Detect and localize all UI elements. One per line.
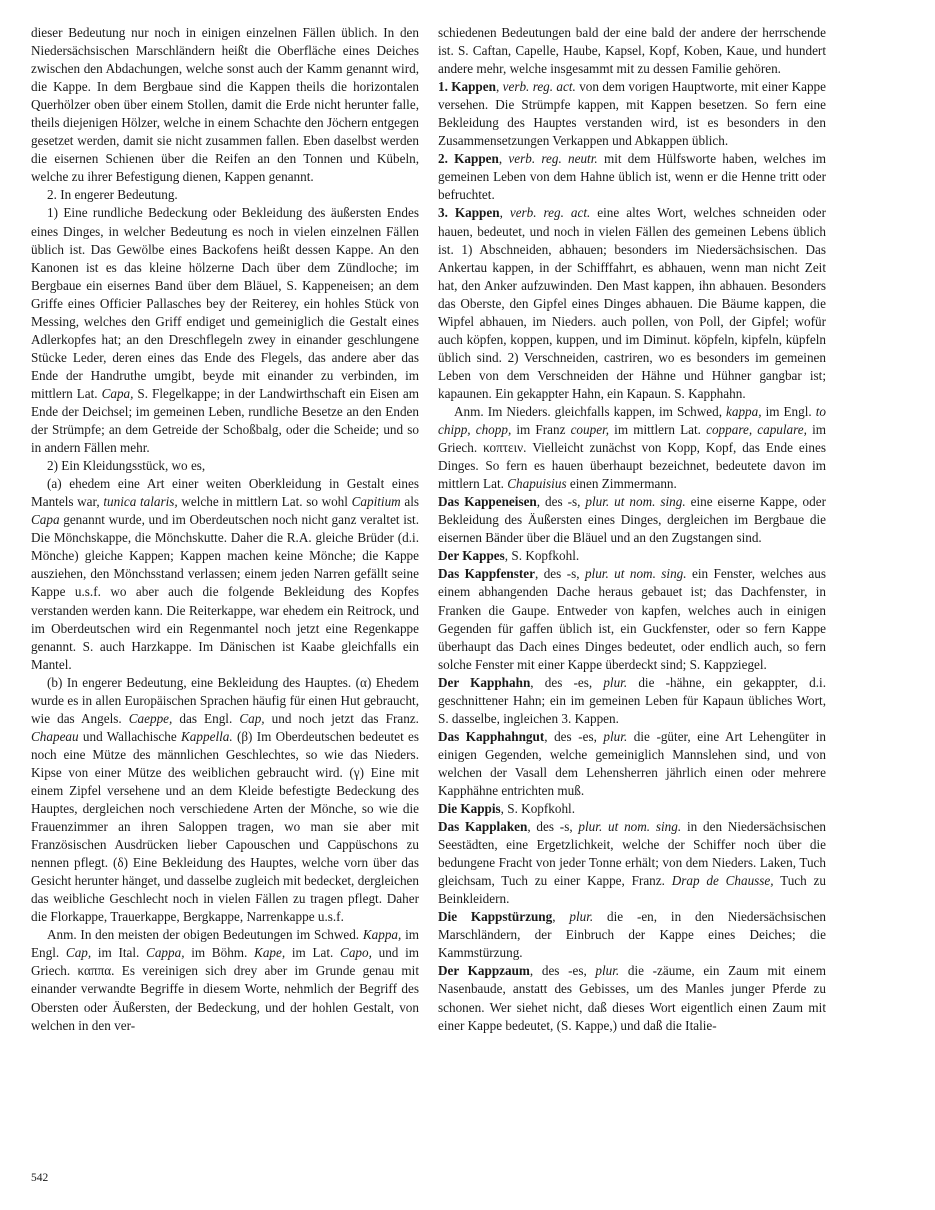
headword: Das Kapplaken bbox=[438, 819, 528, 835]
headword: Der Kappes bbox=[438, 548, 505, 564]
headword: 3. Kappen bbox=[438, 205, 500, 221]
paragraph: (a) ehedem eine Art einer weiten Oberkleidung in Gestalt eines Mantels war, tunica talaris, welche in mittlern Lat. so wohl Capitium als Capa genannt wurde, und im Oberdeutschen noch nicht ganz veraltet ist. Die Mönchskappe, die Mönchskutte. Daher die R.A. gleiche Brüder (d.i. Mönche) gleiche Kappen; Kappen machen keine Mönche; die Kappe ausziehen, den Mönchsstand verlassen; einem jeden Narren gefällt seine Kappe u.s.f. wo aber auch die folgende Bekleidung des Kopfes verstanden werden kann. Die Reiterkappe, war ehedem ein Reitrock, und im Oberdeutschen wird ein Regenmantel noch jetzt eine Regenkappe genannt. S. auch Harzkappe. Im Dänischen ist Kaabe gleichfalls ein Mantel. bbox=[31, 476, 420, 672]
page-number: 542 bbox=[31, 1172, 49, 1184]
dictionary-entry: Der Kappes, S. Kopfkohl. bbox=[438, 548, 580, 564]
paragraph: (b) In engerer Bedeutung, eine Bekleidung des Hauptes. (α) Ehedem wurde es in allen Europäischen Sprachen häufig für einen Hut gebraucht, wie das Angels. Caeppe, das Engl. Cap, und noch jetzt das Franz. Chapeau und Wallachische Kappella. (β) Im Oberdeutschen bedeutet es noch eine Mütze des männlichen Geschlechtes, so wie das Nieders. Kipse von einer Mütze des weiblichen gebraucht wird. (γ) Eine mit einem Zipfel versehene und an dem Kleide befestigte Bedeckung des Hauptes, dergleichen noch verschiedene Arten der Mönche, so wie die Frauenzimmer an ihren Saloppen tragen, wo man sie aber mit Französischen Ausdrücken lieber Capouschen und Cappüschons zu nennen pflegt. (δ) Eine Bekleidung des Hauptes, welche vorn über das Gesicht herunter hänget, und dasselbe zugleich mit bedecket, dergleichen das weibliche Geschlecht noch in vielen Fällen zu tragen pflegt. Daher die Florkappe, Trauerkappe, Bergkappe, Narrenkappe u.s.f. bbox=[31, 674, 420, 925]
right-column bbox=[438, 24, 826, 1035]
paragraph: 1) Eine rundliche Bedeckung oder Bekleidung des äußersten Endes eines Dinges, in welcher Bedeutung es noch in vielen einzelnen Fällen üblich ist. Das Gewölbe eines Backofens heißt dessen Kappe. An den Kanonen ist es das kleine hölzerne Dach über dem Zündloche; im Bergbaue ein eisernes Band über dem Bläuel, S. Kappeneisen; an dem Griffe eines Officier Pallasches bey der Reiterey, ein hohles Stück von Messing, welches den Griff endiget und gemeiniglich die Gestalt eines Adlerkopfes hat; an den Dreschflegeln zwey in einander geschlungene Stücke Leder, deren eines das Ende des Flegels, das andere aber das Ende der Handruthe umgibt, beyde mit einander zu verbinden, im mittlern Lat. Capa, S. Flegelkappe; in der Landwirthschaft ein Eisen am Ende der Deichsel; im gemeinen Leben, rundliche Besetze an den Enden der Strümpfe; an dem Getreide der Schoßbalg, oder die Scheide; und so in andern Fällen mehr. bbox=[31, 205, 419, 456]
paragraph: 2. In engerer Bedeutung. bbox=[47, 187, 178, 203]
headword: Die Kappis bbox=[438, 801, 501, 817]
left-column bbox=[31, 24, 419, 1035]
dictionary-entry: 3. Kappen, verb. reg. act. eine altes Wort, welches schneiden oder hauen, bedeutet, und noch in vielen Fällen des gemeinen Lebens üblich ist. 1) Abschneiden, abhauen; besonders im Niedersächsischen. Das Ankertau kappen, in der Schifffahrt, es abhauen, wenn man nicht Zeit hat, den Anker aufzuwinden. Den Mast kappen, ihn abhauen. Besonders das Oberste, den Gipfel eines Dinges abhauen. Die Bäume kappen, die Wipfel abhauen, im Nieders. auch pollen, von Poll, der Gipfel; wofür auch köpfen, koppen, kuppen, und im Diminut. köpfeln, kipfeln, küpfeln üblich sind. 2) Verschneiden, castriren, wo es besonders im gemeinen Leben von dem Verschneiden der Hähne und Hühner gangbar ist; kapaunen. Ein gekappter Hahn, ein Kapaun. S. Kapphahn. bbox=[438, 205, 826, 401]
headword: Die Kappstürzung bbox=[438, 909, 553, 925]
paragraph: schiedenen Bedeutungen bald der eine bald der andere der herrschende ist. S. Caftan, Capelle, Haube, Kapsel, Kopf, Koben, Kaue, und hundert andere mehr, welche insgesammt mit zu dessen Familie gehören. bbox=[438, 25, 826, 77]
dictionary-entry: Die Kappstürzung, plur. die -en, in den Niedersächsischen Marschländern, der Einbruch der Kappe eines Deiches; die Kammstürzung. bbox=[438, 909, 826, 961]
dictionary-entry: Der Kappzaum, des -es, plur. die -zäume, ein Zaum mit einem Nasenbaude, anstatt des Gebisses, um des Manles junger Pferde zu schonen. Wer siehet nicht, daß dieses Wort eigentlich einen Zaum mit einer Kappe bedeutet, (S. Kappe,) und daß die Italie- bbox=[438, 963, 826, 1033]
paragraph: 2) Ein Kleidungsstück, wo es, bbox=[47, 458, 206, 474]
headword: Das Kappfenster bbox=[438, 566, 535, 582]
headword: Der Kapphahn bbox=[438, 674, 531, 690]
dictionary-entry: Die Kappis, S. Kopfkohl. bbox=[438, 801, 576, 817]
dictionary-entry: Das Kapplaken, des -s, plur. ut nom. sing. in den Niedersächsischen Seestädten, eine Ergetzlichkeit, welche der Schiffer noch über die bedungene Fracht von jeder Tonne erhält; von dem Nieders. Laken, Tuch gleichsam, Tuch zu einer Kappe, Franz. Drap de Chausse, Tuch zu Beinkleidern. bbox=[438, 819, 826, 907]
headword: 1. Kappen bbox=[438, 79, 496, 95]
paragraph: Anm. In den meisten der obigen Bedeutungen im Schwed. Kappa, im Engl. Cap, im Ital. Cappa, im Böhm. Kape, im Lat. Capo, und im Griech. καππα. Es vereinigen sich drey aber im Grunde genau mit einander verwandte Begriffe in diesem Worte, nehmlich der Begriff des Obersten oder Äußersten, der Bedeckung, und der hohlen Gestalt, von welchen in den ver- bbox=[31, 927, 420, 1033]
dictionary-entry: Das Kapphahngut, des -es, plur. die -güter, eine Art Lehengüter in einigen Gegenden, welche gemeiniglich Mannslehen sind, und von welchen der Vasall dem Lehensherren jährlich einen oder mehrere Kapphähne entrichten muß. bbox=[438, 728, 826, 798]
dictionary-entry: 1. Kappen, verb. reg. act. von dem vorigen Hauptworte, mit einer Kappe versehen. Die Strümpfe kappen, mit Kappen besetzen. So fern eine Bekleidung des Hauptes verstanden wird, ist es besonders in den Zusammensetzungen Verkappen und Abkappen üblich. bbox=[438, 79, 826, 149]
dictionary-entry: 2. Kappen, verb. reg. neutr. mit dem Hülfsworte haben, welches im gemeinen Leben von dem Hahne üblich ist, wenn er die Henne tritt oder befruchtet. bbox=[438, 151, 826, 203]
paragraph: dieser Bedeutung nur noch in einigen einzelnen Fällen üblich. In den Niedersächsischen Marschländern heißt die Oberfläche eines Deiches zwischen den Abdachungen, welche sonst auch der Kamm genannt wird, die Kappe. In dem Bergbaue sind die Kappen theils die horizontalen Querhölzer oben über einem Stollen, damit die Erde nicht herunter falle, theils diejenigen Hölzer, welche in einem Schachte den Jöchern entgegen gesetzet werden, damit sie nicht zusammen fallen. Eben daselbst werden die eisernen Schienen über die Reifen an den Tonnen und Kübeln, welche zu ihrer Befestigung dienen, Kappen genannt. bbox=[31, 25, 419, 185]
headword: Das Kappeneisen bbox=[438, 494, 537, 510]
paragraph: Anm. Im Nieders. gleichfalls kappen, im Schwed, kappa, im Engl. to chipp, chopp, im Franz couper, im mittlern Lat. coppare, capulare, im Griech. κοπτειν. Vielleicht zunächst von Kopp, Kopf, das Ende eines Dinges. So fern es hauen überhaupt bezeichnet, bedeutete davon im mittlern Lat. Chapuisius einen Zimmermann. bbox=[438, 403, 827, 492]
headword: Das Kapphahngut bbox=[438, 728, 545, 744]
dictionary-entry: Der Kapphahn, des -es, plur. die -hähne, ein gekappter, d.i. geschnittener Hahn; ein im gemeinen Leben für Kapaun übliches Wort, S. dasselbe, ingleichen 3. Kappen. bbox=[438, 674, 826, 726]
headword: 2. Kappen bbox=[438, 151, 499, 167]
dictionary-entry: Das Kappeneisen, des -s, plur. ut nom. sing. eine eiserne Kappe, oder Bekleidung des Äußersten eines Dinges, dergleichen im Bergbaue die eisernen Bänder über die Bläuel und an den Zugstangen sind. bbox=[438, 494, 826, 546]
headword: Der Kappzaum bbox=[438, 963, 530, 979]
dictionary-entry: Das Kappfenster, des -s, plur. ut nom. sing. ein Fenster, welches aus einem abhangenden Dache heraus gebauet ist; das Dachfenster, in Franken die Gaupe. Entweder von kapfen, welches auch in einigen Gegenden für gaffen üblich ist, ein Guckfenster, oder so fern Kappe überhaupt das Dach eines Dinges bedeutet, oder endlich auch, so fern solche Fenster mit einer Kappe überdeckt sind; S. Kappziegel. bbox=[438, 566, 826, 672]
